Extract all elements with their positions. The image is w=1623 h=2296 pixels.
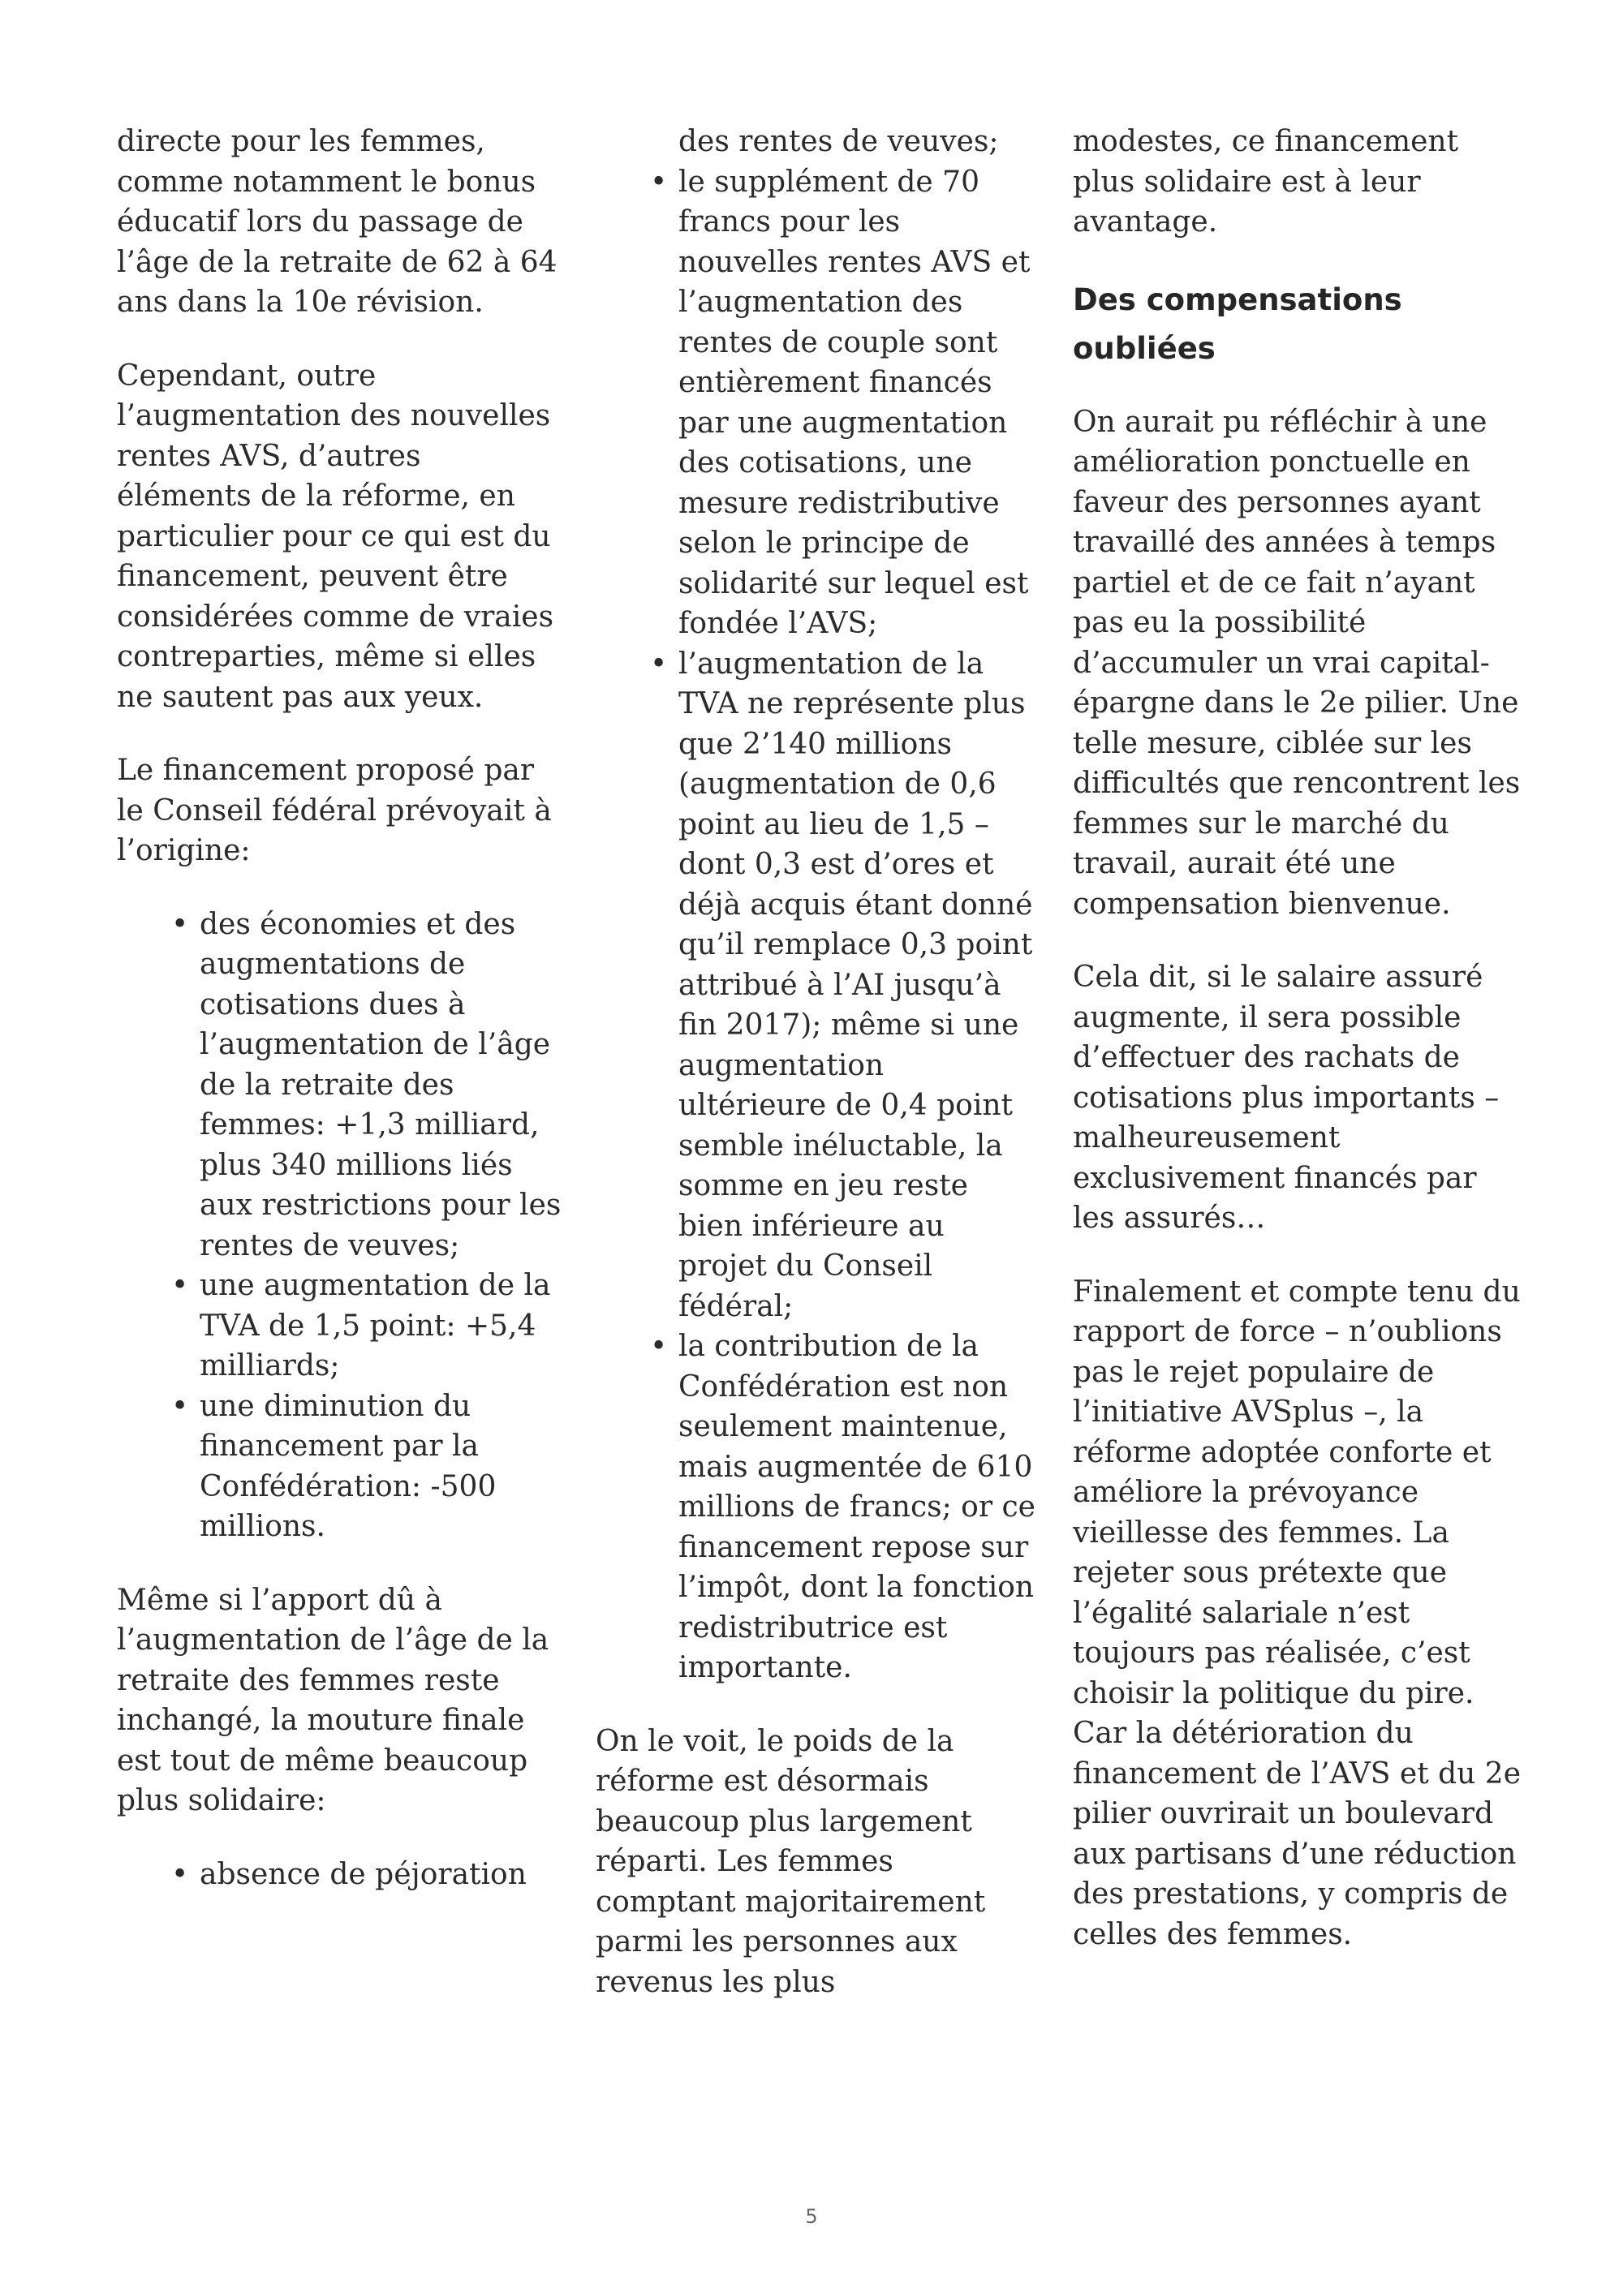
paragraph: modestes, ce financement plus solidaire est à leur avantage. <box>1073 125 1459 239</box>
list-item: • l’augmentation de la TVA ne représente plus que 2’140 millions (augmentation de 0,6 point au lieu de 1,5 – dont 0,3 est d’ores et déjà acquis étant donné qu’il remplace 0,3 point attribué à l’AI jusqu’à fin 2017); même si une augmentation ultérieure de 0,4 point semble inéluctable, la somme en jeu reste bien inférieure au projet du Conseil fédéral; <box>678 644 1040 1327</box>
paragraph: Finalement et compte tenu du rapport de force – n’oublions pas le rejet populaire de l’initiative AVSplus –, la réforme adoptée conforte et améliore la prévoyance vieillesse des femmes. La rejeter sous prétexte que l’égalité salariale n’est toujours pas réalisée, c’est choisir la politique du pire. Car la détérioration du financement de l’AVS et du 2e pilier ouvrirait un boulevard aux partisans d’une réduction des prestations, y compris de celles des femmes. <box>1073 1275 1522 1951</box>
column-3 <box>1073 122 1527 1988</box>
page-number: 5 <box>805 2205 818 2228</box>
list-item: • la contribution de la Confédération est non seulement maintenue, mais augmentée de 610 millions de francs; or ce financement repose sur l’impôt, dont la fonction redistributrice est importante. <box>678 1326 1040 1688</box>
paragraph: On le voit, le poids de la réforme est désormais beaucoup plus largement réparti. Les femmes comptant majoritairement parmi les personnes aux revenus les plus <box>596 1724 986 1999</box>
paragraph: directe pour les femmes, comme notamment le bonus éducatif lors du passage de l’âge de la retraite de 62 à 64 ans dans la 10e révision. <box>117 125 558 319</box>
list-item: • une augmentation de la TVA de 1,5 point: +5,4 milliards; <box>200 1266 562 1387</box>
bullet-list <box>117 905 562 1547</box>
bullet-list <box>596 122 1040 1688</box>
section-heading: Des compensations oubliées <box>1073 282 1402 366</box>
paragraph: Même si l’apport dû à l’augmentation de l’âge de la retraite des femmes reste inchangé, la mouture finale est tout de même beaucoup plus solidaire: <box>117 1583 549 1817</box>
column-1 <box>117 122 562 1928</box>
paragraph: Cela dit, si le salaire assuré augmente, il sera possible d’effectuer des rachats de cotisations plus importants – malheureusement exclusivement financés par les assurés… <box>1073 961 1500 1235</box>
bullet-list <box>117 1855 562 1895</box>
column-2 <box>596 122 1040 2036</box>
list-item: • des économies et des augmentations de cotisations dues à l’augmentation de l’âge de la retraite des femmes: +1,3 milliard, plus 340 millions liés aux restrictions pour les rentes de veuves; <box>200 905 562 1266</box>
list-item: • le supplément de 70 francs pour les nouvelles rentes AVS et l’augmentation des rentes de couple sont entièrement financés par une augmentation des cotisations, une mesure redistributive selon le principe de solidarité sur lequel est fondée l’AVS; <box>678 162 1040 644</box>
paragraph: Cependant, outre l’augmentation des nouvelles rentes AVS, d’autres éléments de la réforme, en particulier pour ce qui est du financement, peuvent être considérées comme de vraies contreparties, même si elles ne sautent pas aux yeux. <box>117 359 554 714</box>
list-item: • une diminution du financement par la Confédération: -500 millions. <box>200 1387 562 1547</box>
paragraph: Le financement proposé par le Conseil fédéral prévoyait à l’origine: <box>117 754 552 867</box>
list-item-continued: des rentes de veuves; <box>678 125 999 158</box>
paragraph: On aurait pu réfléchir à une amélioration ponctuelle en faveur des personnes ayant travaillé des années à temps partiel et de ce fait n’ayant pas eu la possibilité d’accumuler un vrai capital-épargne dans le 2e pilier. Une telle mesure, ciblée sur les difficultés que rencontrent les femmes sur le marché du travail, aurait été une compensation bienvenue. <box>1073 405 1521 921</box>
list-item: • absence de péjoration <box>200 1855 562 1895</box>
